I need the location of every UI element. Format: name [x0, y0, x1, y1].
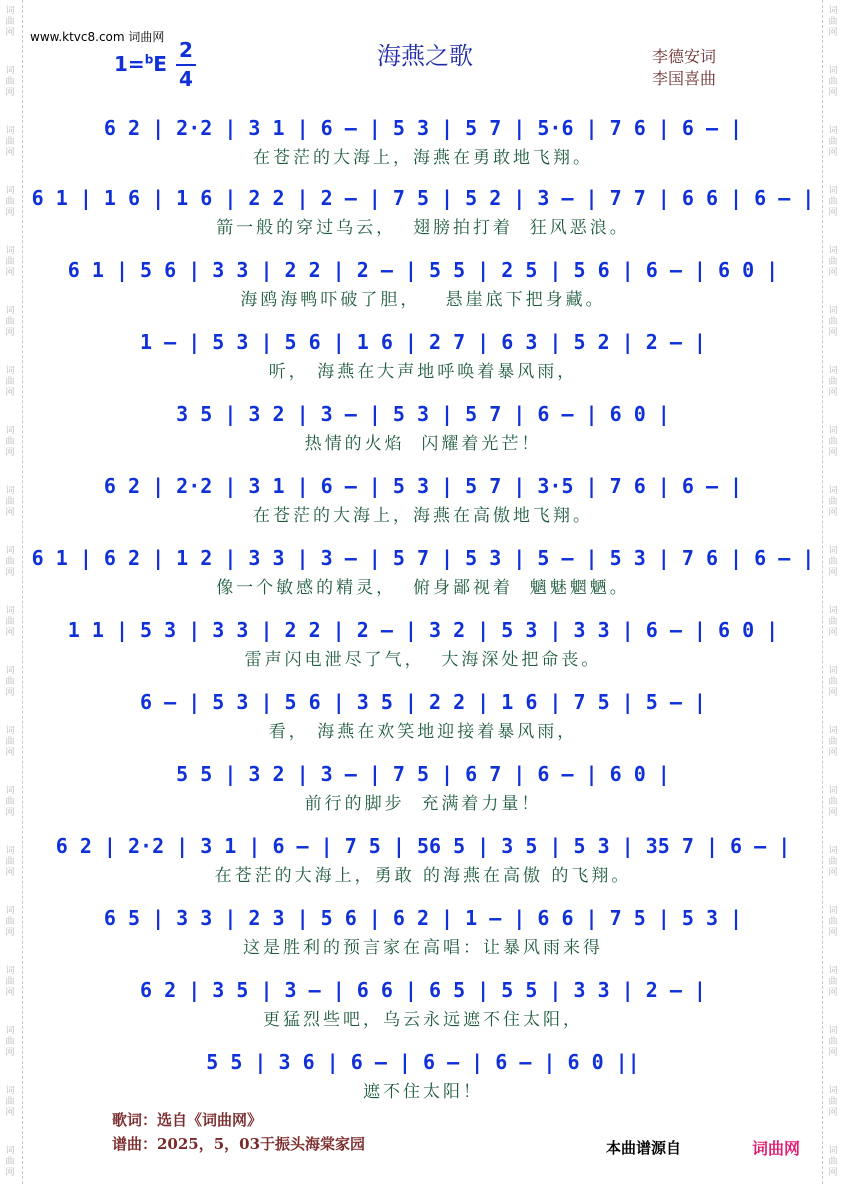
side-watermark: 词曲网 [828, 6, 838, 38]
flat-sign: b [144, 52, 154, 67]
side-watermark: 词曲网 [5, 6, 15, 38]
score-note: 谱曲：2025，5，03于振头海棠家园 [112, 1135, 366, 1153]
time-divider [176, 64, 196, 66]
side-watermark: 词曲网 [828, 546, 838, 578]
credits [652, 46, 716, 90]
side-watermark: 词曲网 [5, 1086, 15, 1118]
side-watermark: 词曲网 [828, 1086, 838, 1118]
key-signature [114, 52, 167, 76]
side-watermark: 词曲网 [828, 606, 838, 638]
side-watermark: 词曲网 [5, 486, 15, 518]
side-watermark: 词曲网 [5, 186, 15, 218]
song-title: 海燕之歌 [377, 42, 473, 70]
notation-line: 5 5 | 3 6 | 6 – | 6 – | 6 – | 6 0 || [206, 1050, 640, 1074]
lyric-line: 这是胜利的预言家在高唱：让暴风雨来得 [243, 938, 603, 958]
lyric-line: 箭一般的穿过乌云， 翅膀拍打着 狂风恶浪。 [216, 218, 630, 238]
side-watermark: 词曲网 [5, 726, 15, 758]
side-watermark: 词曲网 [828, 366, 838, 398]
lyric-line: 前行的脚步 充满着力量！ [304, 794, 542, 814]
source-label: 本曲谱源自 [606, 1139, 682, 1157]
notation-line: 6 2 | 2·2 | 3 1 | 6 – | 7 5 | 56 5 | 3 5 | 5 3 | 35 7 | 6 – | [55, 834, 791, 858]
notation-line: 3 5 | 3 2 | 3 – | 5 3 | 5 7 | 6 – | 6 0 | [176, 402, 670, 426]
side-watermark: 词曲网 [5, 1146, 15, 1178]
side-watermark: 词曲网 [5, 66, 15, 98]
side-watermark: 词曲网 [828, 246, 838, 278]
side-watermark: 词曲网 [5, 966, 15, 998]
source-site-link[interactable]: 词曲网 [752, 1139, 801, 1158]
side-watermark: 词曲网 [828, 486, 838, 518]
side-watermark: 词曲网 [5, 546, 15, 578]
side-watermark: 词曲网 [5, 786, 15, 818]
side-watermark: 词曲网 [5, 906, 15, 938]
notation-line: 5 5 | 3 2 | 3 – | 7 5 | 6 7 | 6 – | 6 0 | [176, 762, 670, 786]
lyricist: 李德安词 [652, 47, 717, 66]
notation-line: 6 2 | 2·2 | 3 1 | 6 – | 5 3 | 5 7 | 5·6 | 7 6 | 6 – | [103, 116, 743, 140]
side-watermark: 词曲网 [828, 726, 838, 758]
composer: 李国喜曲 [652, 69, 717, 88]
lyric-line: 像一个敏感的精灵， 俯身鄙视着 魑魅魍魉。 [216, 578, 630, 598]
notation-line: 6 – | 5 3 | 5 6 | 3 5 | 2 2 | 1 6 | 7 5 | 5 – | [140, 690, 706, 714]
lyric-line: 更猛烈些吧，乌云永远遮不住太阳， [263, 1010, 583, 1030]
lyric-line: 在苍茫的大海上，勇敢 的海燕在高傲 的飞翔。 [214, 866, 632, 886]
side-watermark: 词曲网 [5, 666, 15, 698]
notation-line: 6 2 | 2·2 | 3 1 | 6 – | 5 3 | 5 7 | 3·5 | 7 6 | 6 – | [103, 474, 743, 498]
lyric-line: 雷声闪电泄尽了气， 大海深处把命丧。 [244, 650, 602, 670]
side-watermark: 词曲网 [5, 426, 15, 458]
lyric-line: 看， 海燕在欢笑地迎接着暴风雨， [268, 722, 578, 742]
notation-line: 6 1 | 1 6 | 1 6 | 2 2 | 2 – | 7 5 | 5 2 | 3 – | 7 7 | 6 6 | 6 – | [31, 186, 815, 210]
footer-notes [112, 1108, 365, 1156]
side-watermark: 词曲网 [828, 66, 838, 98]
lyric-line: 听， 海燕在大声地呼唤着暴风雨， [268, 362, 578, 382]
side-watermark: 词曲网 [5, 846, 15, 878]
side-watermark: 词曲网 [828, 1146, 838, 1178]
notation-line: 1 – | 5 3 | 5 6 | 1 6 | 2 7 | 6 3 | 5 2 | 2 – | [140, 330, 706, 354]
lyric-line: 在苍茫的大海上，海燕在高傲地飞翔。 [253, 506, 593, 526]
notation-line: 1 1 | 5 3 | 3 3 | 2 2 | 2 – | 3 2 | 5 3 | 3 3 | 6 – | 6 0 | [67, 618, 779, 642]
side-watermark: 词曲网 [828, 126, 838, 158]
lyric-line: 遮不住太阳！ [363, 1082, 483, 1102]
lyrics-source: 歌词：选自《词曲网》 [112, 1111, 263, 1129]
side-watermark: 词曲网 [828, 186, 838, 218]
notation-line: 6 5 | 3 3 | 2 3 | 5 6 | 6 2 | 1 – | 6 6 | 7 5 | 5 3 | [103, 906, 743, 930]
side-watermark: 词曲网 [828, 666, 838, 698]
time-top: 2 [179, 38, 193, 62]
side-watermark: 词曲网 [828, 786, 838, 818]
key-note: E [153, 52, 167, 76]
side-watermark: 词曲网 [828, 966, 838, 998]
side-watermark: 词曲网 [828, 906, 838, 938]
time-signature [176, 38, 196, 92]
side-watermark: 词曲网 [5, 246, 15, 278]
side-watermark: 词曲网 [5, 606, 15, 638]
side-watermark: 词曲网 [5, 306, 15, 338]
key-prefix: 1= [114, 52, 145, 76]
side-watermark: 词曲网 [828, 426, 838, 458]
side-watermark: 词曲网 [828, 306, 838, 338]
notation-line: 6 2 | 3 5 | 3 – | 6 6 | 6 5 | 5 5 | 3 3 | 2 – | [140, 978, 706, 1002]
side-watermark: 词曲网 [5, 126, 15, 158]
side-watermark: 词曲网 [5, 366, 15, 398]
time-bottom: 4 [179, 67, 193, 91]
side-watermark: 词曲网 [5, 1026, 15, 1058]
lyric-line: 海鸥海鸭吓破了胆， 悬崖底下把身藏。 [240, 290, 606, 310]
notation-line: 6 1 | 5 6 | 3 3 | 2 2 | 2 – | 5 5 | 2 5 | 5 6 | 6 – | 6 0 | [67, 258, 779, 282]
notation-line: 6 1 | 6 2 | 1 2 | 3 3 | 3 – | 5 7 | 5 3 | 5 – | 5 3 | 7 6 | 6 – | [31, 546, 815, 570]
side-watermark: 词曲网 [828, 1026, 838, 1058]
side-watermark: 词曲网 [828, 846, 838, 878]
lyric-line: 在苍茫的大海上，海燕在勇敢地飞翔。 [253, 148, 593, 168]
site-url: www.ktvc8.com 词曲网 [30, 30, 165, 44]
lyric-line: 热情的火焰 闪耀着光芒！ [304, 434, 542, 454]
